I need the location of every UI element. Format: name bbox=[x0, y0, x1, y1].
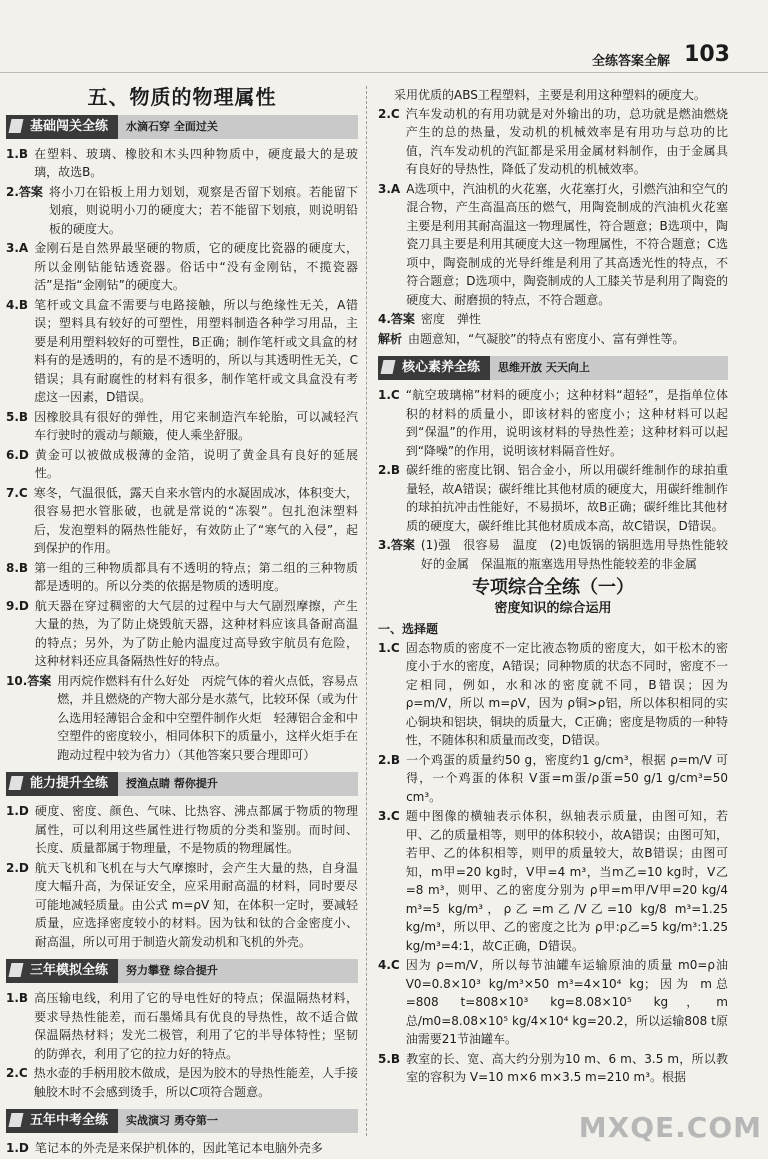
answer-text: “航空玻璃棉”材料的硬度小；这种材料“超轻”，是指单位体积的材料的质量小，即该材料的密度小；这种材料可以起到“保温”的作用，说明该材料的导热性差；这种材料可以起到“降噪”的作用，说明该材料隔音性好。 bbox=[405, 388, 728, 458]
answer-number: 4.答案 bbox=[378, 312, 415, 326]
watermark: MXQE.COM bbox=[578, 1111, 762, 1144]
answer-text: 寒冬，气温很低，露天自来水管内的水凝固成冰，体积变大，很容易把水管胀破，也就是常说的“冻裂”。包扎泡沫塑料后，发泡塑料的隔热性能好，有效防止了“寒气的入侵”，起到保护的作用。 bbox=[33, 485, 358, 555]
section-label: 核心素养全练 bbox=[378, 356, 490, 380]
answer-number: 2.答案 bbox=[6, 184, 43, 199]
answer-number: 3.C bbox=[378, 809, 400, 823]
answer-item bbox=[6, 446, 358, 483]
answer-number: 2.C bbox=[378, 106, 400, 121]
answer-item bbox=[6, 239, 358, 295]
answer-text: 第一组的三种物质都具有不透明的特点；第二组的三种物质都是透明的。所以分类的依据是物质的透明度。 bbox=[34, 560, 358, 593]
section-core-header bbox=[378, 356, 728, 380]
answer-text: A选项中，汽油机的火花塞，火花塞打火，引燃汽油和空气的混合物，产生高温高压的燃气，用陶瓷制成的汽油机火花塞主要是利用其耐高温这一物理属性，符合题意；B选项中，陶瓷刀具主要是利用其硬度大这一物理属性，不符合题意；C选项中，陶瓷制成的光导纤维是利用了其高透光性的特点，不符合题意；D选项中，陶瓷制成的人工膝关节是利用了陶瓷的硬度大、耐磨损的特点，不符合题意。 bbox=[406, 181, 728, 307]
answer-item bbox=[378, 105, 728, 179]
answer-item bbox=[378, 330, 728, 349]
answer-text: 一个鸡蛋的质量约50 g，密度约1 g/cm³，根据 ρ=m/V 可得，一个鸡蛋的体积 V蛋=m蛋/ρ蛋=50 g/1 g/cm³=50 cm³。 bbox=[406, 752, 728, 804]
answer-text: 题中图像的横轴表示体积，纵轴表示质量，由图可知，若甲、乙的质量相等，则甲的体积较小，故A错误；由图可知，若甲、乙的体积相等，则甲的质量较大，故B错误；由图可知，m甲=20 kg时，V甲=4 m³，当m乙=10 kg时，V乙=8 m³，则甲、乙的密度分别为 ρ甲=m甲/V甲=20 kg/4 m³=5 kg/m³，ρ乙=m乙/V乙=10 kg/8 m³=1.25 kg/m³，所以甲、乙的密度之比为 ρ甲:ρ乙=5 kg/m³:1.25 kg/m³=4:1，故C正确，D错误。 bbox=[405, 809, 728, 953]
special-title: 专项综合全练（一） bbox=[472, 577, 634, 598]
answer-number: 1.D bbox=[6, 1141, 29, 1155]
answer-text: 碳纤维的密度比钢、铝合金小，所以用碳纤维制作的球拍重量轻，故A错误；碳纤维比其他材质的硬度大，用碳纤维制作的球拍抗冲击性能好，不易损坏，故B正确；碳纤维比其他材质的硬度大，碳纤维比其他材质成本高，故C错误，D错误。 bbox=[406, 463, 728, 533]
chapter-title: 五、物质的物理属性 bbox=[87, 85, 277, 109]
left-column bbox=[6, 86, 358, 1159]
section-subtitle: 实战演习 勇夺第一 bbox=[118, 1109, 358, 1133]
answer-text: 汽车发动机的有用功就是对外输出的功，总功就是燃油燃烧产生的总的热量，发动机的机械效率是有用功与总功的比值，汽车发动机的汽缸都是采用金属材料制作，由于金属具有良好的导热性，降低了发动机的机械效率。 bbox=[405, 106, 728, 176]
answer-number: 2.D bbox=[6, 860, 29, 875]
answer-text: 在塑料、玻璃、橡胶和木头四种物质中，硬度最大的是玻璃，故选B。 bbox=[34, 146, 358, 179]
answer-item bbox=[378, 461, 728, 535]
answer-text: 航天器在穿过稠密的大气层的过程中与大气剧烈摩擦，产生大量的热，为了防止烧毁航天器，这种材料应该具备耐高温的特点；另外，为了防止舱内温度过高导致宇航员有危险，这种材料还应具备隔热性好的特点。 bbox=[34, 598, 358, 668]
answer-text: 将小刀在铅板上用力划划，观察是否留下划痕。若能留下划痕，则说明小刀的硬度大；若不能留下划痕，则说明铅板的硬度大。 bbox=[48, 184, 358, 236]
answer-text: 航天飞机和飞机在与大气摩擦时，会产生大量的热，自身温度大幅升高，为保证安全，应采用耐高温的材料，同时要尽可能地减轻质量。由公式 m=ρV 知，在体积一定时，要减轻质量，应选择密度较小的材料。因为钛和钛的合金密度小、耐高温，所以可用于制造火箭发动机和飞机的外壳。 bbox=[34, 860, 358, 949]
answer-item bbox=[378, 807, 728, 955]
answer-text: 因为 ρ=m/V，所以每节油罐车运输原油的质量 m0=ρ油V0=0.8×10³ kg/m³×50 m³=4×10⁴ kg；因为 m总=808 t=808×10³ kg=8.08×10⁵ kg，m总/m0=8.08×10⁵ kg/4×10⁴ kg=20.2，所以运输808 t原油需要21节油罐车。 bbox=[405, 958, 728, 1046]
answer-text: 高压输电线，利用了它的导电性好的特点；保温隔热材料，要求导热性能差，而石墨烯具有优良的导热性，故不适合做保温隔热材料；发光二极管，利用了它的半导体特性；坚韧的防弹衣，利用了它的拉力好的特点。 bbox=[34, 991, 358, 1061]
column-divider bbox=[366, 86, 367, 1136]
answer-number: 3.A bbox=[6, 241, 29, 255]
answer-text: 硬度、密度、颜色、气味、比热容、沸点都属于物质的物理属性，可以利用这些属性进行物质的分类和鉴别。而时间、长度、质量都属于物理量，不是物质的物理属性。 bbox=[34, 804, 358, 855]
section-subtitle: 授渔点睛 帮你提升 bbox=[118, 772, 358, 796]
answer-item bbox=[6, 1064, 358, 1101]
answer-text: (1)强 很容易 温度 (2)电饭锅的锅胆选用导热性能较好的金属 保温瓶的瓶塞选用导热性能较差的非金属 bbox=[420, 538, 728, 571]
answer-item bbox=[378, 310, 728, 329]
answer-item bbox=[6, 183, 358, 239]
answer-text: 密度 弹性 bbox=[420, 312, 481, 326]
answer-number: 1.B bbox=[6, 991, 29, 1005]
answer-number: 8.B bbox=[6, 560, 29, 575]
section-subtitle: 努力攀登 综合提升 bbox=[118, 959, 358, 983]
answer-number: 7.C bbox=[6, 485, 28, 500]
answer-item bbox=[378, 751, 728, 807]
part-heading: 一、选择题 bbox=[378, 622, 439, 636]
answer-item bbox=[6, 672, 358, 765]
answer-text: 固态物质的密度不一定比液态物质的密度大，如干松木的密度小于水的密度，A错误；同种物质的状态不同时，密度不一定相同，例如，水和冰的密度就不同，B错误；因为 ρ=m/V，所以 m=ρV，因为 ρ铜>ρ铝，所以体积相同的实心铜块和铝块，铜块的质量大，C正确；密度是物质的一种特性，不随体积和质量而改变，D错误。 bbox=[405, 640, 728, 747]
section-label: 五年中考全练 bbox=[6, 1109, 118, 1133]
answer-text: 金刚石是自然界最坚硬的物质，它的硬度比瓷器的硬度大，所以金刚钻能钻透瓷器。俗话中“没有金刚钻，不揽瓷器活”是指“金刚钻”的硬度大。 bbox=[34, 241, 358, 292]
right-column bbox=[378, 86, 728, 1088]
section-label: 基础闯关全练 bbox=[6, 115, 118, 139]
answer-item bbox=[378, 956, 728, 1049]
answer-number: 3.A bbox=[378, 181, 401, 196]
answer-item bbox=[6, 989, 358, 1063]
answer-item bbox=[378, 536, 728, 573]
answer-item bbox=[378, 180, 728, 310]
answer-item bbox=[6, 484, 358, 558]
answer-text: 用丙烷作燃料有什么好处 丙烷气体的着火点低，容易点燃，并且燃烧的产物大部分是水蒸气，比较环保（或为什么选用轻薄铝合金和中空塑件制作火炬 轻薄铝合金和中空塑件的密度较小，相同体积下的质量小，这样火炬手在跑动过程中较为省力）（其他答案只要合理即可） bbox=[57, 673, 358, 762]
section-2-header bbox=[6, 959, 358, 983]
answer-number: 解析 bbox=[378, 331, 403, 346]
answer-number: 5.B bbox=[6, 409, 29, 424]
answer-item bbox=[6, 559, 358, 596]
section-subtitle: 水滴石穿 全面过关 bbox=[118, 115, 358, 139]
header-rule bbox=[0, 72, 768, 73]
answer-item bbox=[6, 597, 358, 671]
special-subtitle: 密度知识的综合运用 bbox=[494, 600, 612, 616]
answer-number: 1.C bbox=[378, 640, 400, 655]
answer-number: 1.B bbox=[6, 146, 29, 161]
header-brand: 全练答案全解 bbox=[591, 54, 670, 69]
page-header bbox=[0, 0, 768, 69]
answer-number: 3.答案 bbox=[378, 538, 415, 552]
answer-item bbox=[378, 386, 728, 460]
section-subtitle: 思维开放 天天向上 bbox=[490, 356, 728, 380]
answer-text: 教室的长、宽、高大约分别为10 m、6 m、3.5 m，所以教室的容积为 V=10 m×6 m×3.5 m=210 m³。根据 bbox=[406, 1051, 728, 1084]
answer-item bbox=[6, 145, 358, 182]
continued-text: 采用优质的ABS工程塑料，主要是利用这种塑料的硬度大。 bbox=[394, 88, 706, 102]
answer-text: 笔杆或文具盒不需要与电路接触，所以与绝缘性无关，A错误；塑料具有较好的可塑性，用塑料制造各种学习用品，主要是利用塑料较好的可塑性，B正确；制作笔杆或文具盒的材料有的是透明的，有的是不透明的，所以与其透明性无关，C错误；具有耐腐性的材料有很多，制作笔杆或文具盒没有考虑这一因素，D错误。 bbox=[34, 297, 358, 404]
section-3-header bbox=[6, 1109, 358, 1133]
page-number: 103 bbox=[684, 42, 730, 67]
section-label: 三年模拟全练 bbox=[6, 959, 118, 983]
answer-number: 2.B bbox=[378, 752, 401, 767]
answer-text: 热水壶的手柄用胶木做成，是因为胶木的导热性能差，人手接触胶木时不会感到烫手，所以C项符合题意。 bbox=[33, 1066, 358, 1099]
answer-number: 1.D bbox=[6, 804, 29, 818]
section-label: 能力提升全练 bbox=[6, 772, 118, 796]
answer-number: 4.B bbox=[6, 297, 29, 312]
answer-number: 9.D bbox=[6, 598, 29, 613]
answer-text: 由题意知，“气凝胶”的特点有密度小、富有弹性等。 bbox=[408, 331, 685, 346]
answer-text: 因橡胶具有很好的弹性，用它来制造汽车轮胎，可以减轻汽车行驶时的震动与颠簸，使人乘坐舒服。 bbox=[34, 409, 358, 442]
answer-item bbox=[378, 1050, 728, 1087]
answer-item bbox=[378, 639, 728, 750]
answer-text: 笔记本的外壳是来保护机体的，因此笔记本电脑外壳多 bbox=[34, 1141, 323, 1155]
answer-number: 2.C bbox=[6, 1066, 28, 1080]
answer-number: 1.C bbox=[378, 388, 400, 402]
answer-item bbox=[6, 859, 358, 952]
answer-item bbox=[6, 408, 358, 445]
answer-number: 10.答案 bbox=[6, 673, 52, 688]
answer-number: 2.B bbox=[378, 463, 401, 477]
section-0-header bbox=[6, 115, 358, 139]
answer-text: 黄金可以被做成极薄的金箔，说明了黄金具有良好的延展性。 bbox=[34, 447, 358, 480]
answer-number: 6.D bbox=[6, 447, 29, 462]
section-1-header bbox=[6, 772, 358, 796]
answer-number: 4.C bbox=[378, 958, 400, 972]
answer-number: 5.B bbox=[378, 1051, 401, 1066]
answer-item bbox=[6, 802, 358, 858]
answer-item bbox=[6, 296, 358, 407]
answer-item bbox=[6, 1139, 358, 1158]
